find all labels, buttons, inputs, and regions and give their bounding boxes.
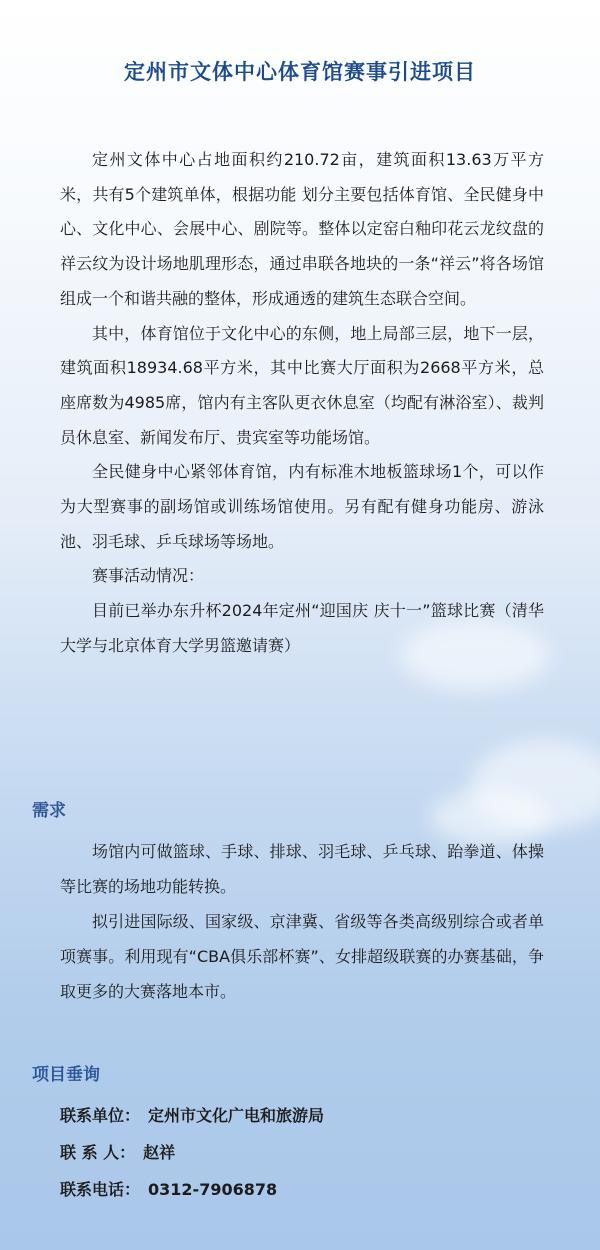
- contact-person-value: 赵祥: [143, 1143, 176, 1162]
- demand-paragraph: 场馆内可做篮球、手球、排球、羽毛球、乒乓球、跆拳道、体操等比赛的场地功能转换。: [60, 842, 544, 896]
- intro-paragraph: 赛事活动情况：: [92, 566, 205, 586]
- contact-unit-value: 定州市文化广电和旅游局: [148, 1106, 325, 1125]
- contact-phone-label: 联系电话：: [60, 1180, 141, 1199]
- page-title: 定州市文体中心体育馆赛事引进项目: [124, 60, 476, 84]
- contact-person-row: [60, 1134, 560, 1171]
- inquiry-heading: 项目垂询: [32, 1065, 100, 1085]
- intro-paragraph: 目前已举办东升杯2024年定州“迎国庆 庆十一”篮球比赛（清华大学与北京体育大学男篮邀请赛）: [60, 601, 544, 655]
- contact-phone-value: 0312-7906878: [148, 1180, 278, 1199]
- demand-paragraph: 拟引进国际级、国家级、京津冀、省级等各类高级别综合或者单项赛事。利用现有“CBA俱乐部杯赛”、女排超级联赛的办赛基础，争取更多的大赛落地本市。: [60, 912, 544, 1001]
- contact-person-label: 联 系 人：: [60, 1143, 136, 1162]
- intro-section: [60, 143, 544, 664]
- contact-phone-row: [60, 1171, 560, 1208]
- contact-info: [60, 1097, 560, 1208]
- demand-heading: 需求: [32, 801, 66, 821]
- contact-unit-row: [60, 1097, 560, 1134]
- contact-unit-label: 联系单位：: [60, 1106, 141, 1125]
- demand-section: [60, 834, 544, 1009]
- intro-paragraph: 定州文体中心占地面积约210.72亩，建筑面积13.63万平方米，共有5个建筑单体，根据功能 划分主要包括体育馆、全民健身中心、文化中心、会展中心、剧院等。整体以定窑白釉印花云龙纹盘的祥云纹为设计场地肌理形态，通过串联各地块的一条“祥云”将各场馆组成一个和谐共融的整体，形成通透的建筑生态联合空间。: [60, 150, 544, 308]
- intro-paragraph: 全民健身中心紧邻体育馆，内有标准木地板篮球场1个，可以作为大型赛事的副场馆或训练场馆使用。另有配有健身功能房、游泳池、羽毛球、乒乓球场等场地。: [60, 462, 544, 551]
- intro-paragraph: 其中，体育馆位于文化中心的东侧，地上局部三层，地下一层，建筑面积18934.68平方米，其中比赛大厅面积为2668平方米，总座席数为4985席，馆内有主客队更衣休息室（均配有淋浴室）、裁判员休息室、新闻发布厅、贵宾室等功能场馆。: [60, 323, 544, 447]
